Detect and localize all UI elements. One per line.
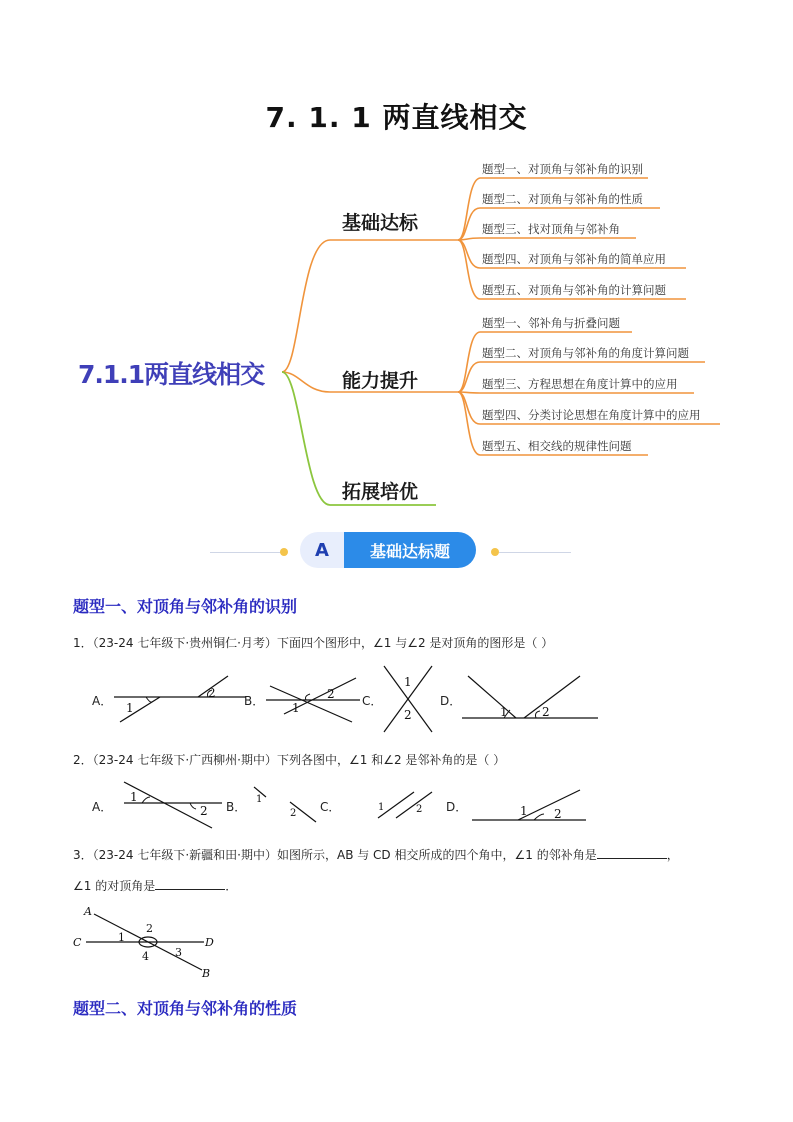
question-2: 2．（23-24 七年级下·广西柳州·期中）下列各图中，∠1 和∠2 是邻补角的是（ ） [73,753,506,767]
angle-label: 1 [500,705,508,719]
mindmap-root: 7.1.1两直线相交 [78,360,265,389]
section-heading: 题型二、对顶角与邻补角的性质 [73,999,298,1018]
answer-blank[interactable] [597,846,667,859]
mindmap-leaf: 题型三、找对顶角与邻补角 [482,222,620,236]
angle-label: 2 [416,804,423,815]
mindmap-leaf: 题型一、对顶角与邻补角的识别 [482,162,643,176]
question-source: （23-24 七年级下·贵州铜仁·月考） [92,636,277,650]
question-text: 下列各图中，∠1 和∠2 是邻补角的是（ ） [276,753,506,767]
angle-label: 4 [142,950,149,963]
point-label-c: C [73,936,82,949]
question-source: （23-24 七年级下·新疆和田·期中） [92,848,277,862]
answer-blank[interactable] [155,877,225,890]
angle-label: 2 [327,687,335,701]
angle-label: 2 [404,708,412,722]
angle-label: 2 [554,807,562,821]
option-c-label: C． [320,800,341,814]
angle-label: 2 [542,705,550,719]
angle-label: 1 [130,790,138,804]
option-b-label: B． [226,800,247,814]
angle-label: 2 [146,922,153,935]
question-number: 2 [73,753,81,767]
mindmap-leaf: 题型五、相交线的规律性问题 [482,439,632,453]
mindmap-branch-extend: 拓展培优 [342,481,419,503]
mindmap-leaf: 题型二、对顶角与邻补角的角度计算问题 [482,346,689,360]
angle-label: 2 [200,804,208,818]
point-label-a: A [84,905,92,918]
page-title: 7. 1. 1 两直线相交 [265,101,528,134]
option-b-label: B． [244,694,265,708]
angle-label: 3 [175,946,182,959]
mindmap-leaf: 题型一、邻补角与折叠问题 [482,316,620,330]
question-number: 3 [73,848,81,862]
section-heading: 题型一、对顶角与邻补角的识别 [73,597,298,616]
option-a-label: A． [92,800,113,814]
question-3: 3．（23-24 七年级下·新疆和田·期中）如图所示，AB 与 CD 相交所成的四个角中，∠1 的邻补角是 ， [73,848,679,862]
angle-label: 1 [292,701,300,715]
question-3-line2: ∠1 的对顶角是 ． [73,879,238,893]
option-a-label: A． [92,694,113,708]
question-number: 1 [73,636,81,650]
angle-label: 2 [208,686,216,700]
mindmap-leaf: 题型二、对顶角与邻补角的性质 [482,192,643,206]
mindmap-leaf: 题型三、方程思想在角度计算中的应用 [482,377,678,391]
mindmap-leaf: 题型四、分类讨论思想在角度计算中的应用 [482,408,701,422]
angle-label: 1 [118,931,125,944]
angle-label: 1 [256,794,263,805]
point-label-b: B [202,967,211,980]
option-d-label: D． [440,694,462,708]
angle-label: 1 [520,804,528,818]
mindmap-branch-basic: 基础达标 [342,212,419,234]
point-label-d: D [205,936,214,949]
banner-title: 基础达标题 [344,532,476,568]
question-text: 下面四个图形中，∠1 与∠2 是对顶角的图形是（ ） [276,636,554,650]
mindmap-leaf: 题型五、对顶角与邻补角的计算问题 [482,283,666,297]
question-1: 1．（23-24 七年级下·贵州铜仁·月考）下面四个图形中，∠1 与∠2 是对顶角的图形是（ ） [73,636,554,650]
angle-label: 1 [404,675,412,689]
mindmap-leaf: 题型四、对顶角与邻补角的简单应用 [482,252,666,266]
option-d-label: D． [446,800,468,814]
banner-letter: A [300,532,344,568]
angle-label: 2 [290,808,297,819]
question-source: （23-24 七年级下·广西柳州·期中） [92,753,277,767]
question-text: 如图所示，AB 与 CD 相交所成的四个角中，∠1 的邻补角是 [276,848,597,862]
option-c-label: C． [362,694,383,708]
mindmap-branch-improve: 能力提升 [342,370,419,392]
angle-label: 1 [378,802,385,813]
angle-label: 1 [126,701,134,715]
